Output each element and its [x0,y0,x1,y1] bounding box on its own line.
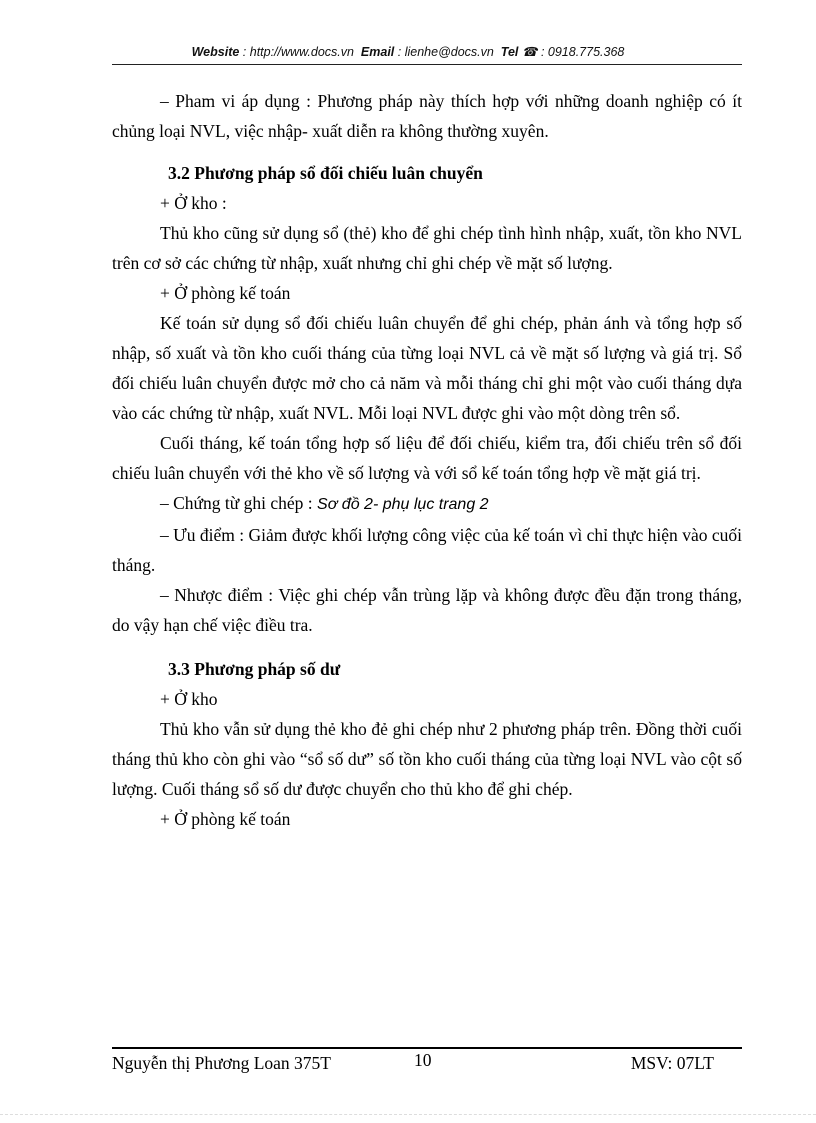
page-bottom-edge [0,1114,816,1115]
subsection-warehouse-1: + Ở kho : [160,193,227,213]
paragraph-disadvantages: – Nhược điểm : Việc ghi chép vẫn trùng lặp và không được đều đặn trong tháng, do vậy hạn chế việc điều tra. [112,585,742,635]
paragraph-advantages: – Ưu điểm : Giảm được khối lượng công việc của kế toán vì chỉ thực hiện vào cuối tháng. [112,525,742,575]
tel-label: Tel [500,45,519,59]
author-name: Nguyễn thị Phương Loan 375T [112,1053,331,1073]
paragraph-documents [112,488,742,520]
documents-label: – Chứng từ ghi chép : [160,493,313,513]
section-heading-3-3: 3.3 Phương pháp số dư [168,659,341,679]
subsection-accounting-2: + Ở phòng kế toán [160,809,291,829]
paragraph-month-end: Cuối tháng, kế toán tổng hợp số liệu để đối chiếu, kiểm tra, đối chiếu trên sổ đối chiếu luân chuyển với thẻ kho về số lượng và với sổ kế toán tổng hợp về mặt giá trị. [112,433,742,483]
website-label: Website [191,45,240,59]
diagram-reference: Sơ đồ 2- phụ lục trang 2 [317,496,489,513]
tel-value: : 0918.775.368 [540,45,625,59]
paragraph-accounting: Kế toán sử dụng sổ đối chiếu luân chuyển để ghi chép, phản ánh và tổng hợp số nhập, số xuất và tồn kho cuối tháng của từng loại NVL cả về mặt số lượng và giá trị. Sổ đối chiếu luân chuyển được mở cho cả năm và mỗi tháng chỉ ghi một vào cuối tháng dựa vào các chứng từ nhập, xuất NVL. Mỗi loại NVL được ghi vào một dòng trên sổ. [112,313,742,423]
email-value: : lienhe@docs.vn [397,45,494,59]
paragraph-balance-book: Thủ kho vẫn sử dụng thẻ kho đẻ ghi chép như 2 phương pháp trên. Đồng thời cuối tháng thủ kho còn ghi vào “sổ số dư” số tồn kho cuối tháng của từng loại NVL vào cột số lượng. Cuối tháng sổ số dư được chuyển cho thủ kho để ghi chép. [112,719,742,799]
subsection-accounting-1: + Ở phòng kế toán [160,283,291,303]
document-body [112,86,742,834]
page-number: 10 [414,1050,432,1070]
phone-icon: ☎ [521,45,538,59]
section-heading-3-2: 3.2 Phương pháp sổ đối chiếu luân chuyển [168,163,483,183]
website-value: : http://www.docs.vn [242,45,354,59]
paragraph-scope: – Pham vi áp dụng : Phương pháp này thích hợp với những doanh nghiệp có ít chủng loại NVL, việc nhập- xuất diễn ra không thường xuyên. [112,91,742,141]
page-header [0,44,816,59]
paragraph-warehouse-keeper: Thủ kho cũng sử dụng sổ (thẻ) kho để ghi chép tình hình nhập, xuất, tồn kho NVL trên cơ sở các chứng từ nhập, xuất nhưng chỉ ghi chép về mặt số lượng. [112,223,742,273]
student-id: MSV: 07LT [630,1053,714,1073]
header-divider [112,64,742,65]
email-label: Email [360,45,395,59]
subsection-warehouse-2: + Ở kho [160,689,218,709]
